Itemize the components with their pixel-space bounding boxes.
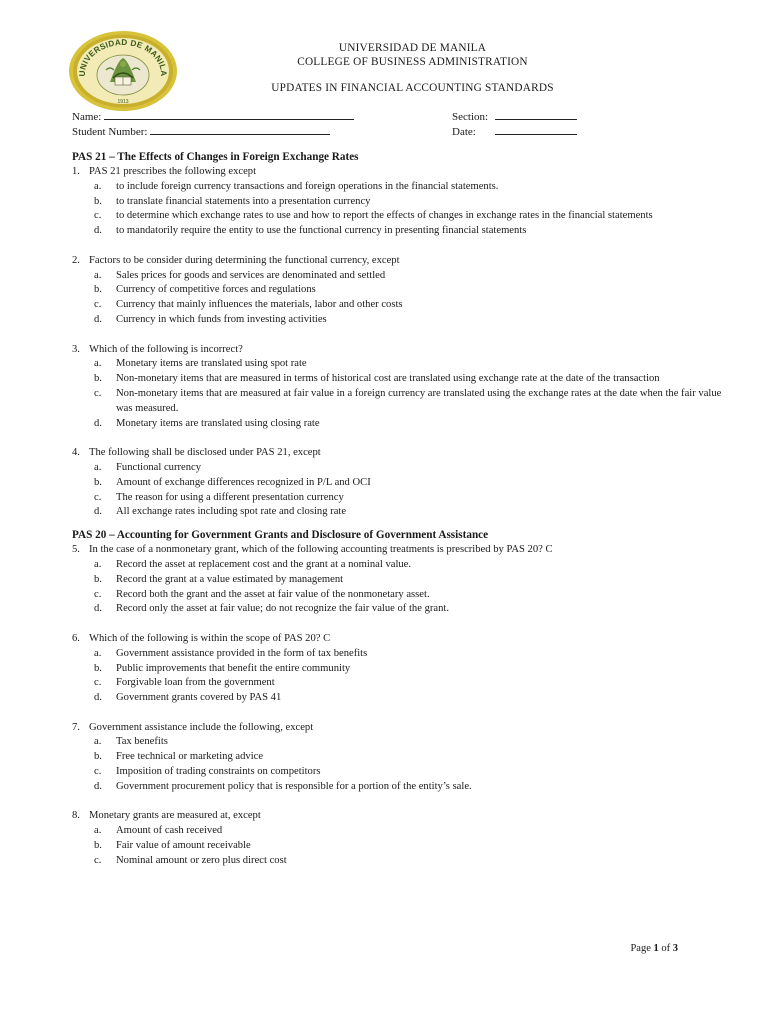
option-b: b. Free technical or marketing advice	[94, 751, 264, 763]
name-field[interactable]	[104, 108, 354, 120]
question-number: 8.	[72, 810, 80, 822]
page-of-label: of	[661, 943, 671, 954]
document-header	[190, 42, 635, 96]
option-b: b. Non-monetary items that are measured in terms of historical cost are translated using exchange rate at the date of the transaction	[94, 373, 660, 385]
question-4	[72, 446, 722, 520]
seal-year: 1913	[117, 99, 129, 105]
college-name: COLLEGE OF BUSINESS ADMINISTRATION	[297, 55, 528, 68]
question-number: 1.	[72, 166, 80, 177]
question-number: 5.	[72, 544, 80, 556]
option-b: b. Amount of exchange differences recognized in P/L and OCI	[94, 476, 371, 488]
option-b: b. Record the grant at a value estimated by management	[94, 573, 344, 585]
question-number: 4.	[72, 447, 80, 459]
option-b: b. Fair value of amount receivable	[94, 840, 251, 852]
question-2	[72, 254, 722, 328]
subject-title: UPDATES IN FINANCIAL ACCOUNTING STANDARDS	[271, 82, 554, 94]
question-text: Government assistance include the following, except	[89, 721, 314, 733]
question-text: The following shall be disclosed under PAS 21, except	[89, 447, 321, 459]
date-field[interactable]	[495, 123, 577, 135]
question-3	[72, 343, 722, 432]
page-label: Page	[630, 943, 651, 954]
question-7	[72, 721, 722, 795]
question-1	[72, 165, 722, 239]
section-field[interactable]	[495, 108, 577, 120]
option-c: c. Nominal amount or zero plus direct cost	[94, 854, 287, 866]
section-pas21	[72, 150, 722, 520]
question-text: In the case of a nonmonetary grant, which of the following accounting treatments is prescribed by PAS 20? C	[89, 544, 553, 556]
student-info-form	[72, 108, 692, 137]
university-name: UNIVERSIDAD DE MANILA	[338, 42, 487, 54]
option-d: d. Government procurement policy that is responsible for a portion of the entity’s sale.	[94, 780, 472, 792]
page-total: 3	[672, 943, 678, 954]
exam-content	[72, 150, 722, 869]
question-number: 3.	[72, 343, 80, 355]
question-text: Which of the following is within the scope of PAS 20? C	[89, 632, 331, 644]
question-text: Which of the following is incorrect?	[89, 343, 243, 355]
page-current: 1	[653, 943, 659, 954]
option-c: c. Non-monetary items that are measured at fair value in a foreign currency are translated using the exchange rates at the date when the fair value was measured.	[94, 387, 722, 414]
option-a: a. Functional currency	[94, 461, 202, 473]
option-b: b. to translate financial statements into a presentation currency	[94, 195, 371, 207]
university-seal-logo	[68, 30, 178, 112]
question-number: 2.	[72, 254, 80, 266]
option-c: c. The reason for using a different presentation currency	[94, 491, 344, 503]
question-8	[72, 809, 722, 868]
option-c: c. Currency that mainly influences the materials, labor and other costs	[94, 299, 403, 311]
option-d: d. All exchange rates including spot rate and closing rate	[94, 506, 347, 518]
option-d: d. Currency in which funds from investing activities	[94, 313, 327, 325]
section-title: PAS 21 – The Effects of Changes in Foreign Exchange Rates	[72, 151, 359, 163]
question-number: 6.	[72, 632, 80, 644]
question-text: Factors to be consider during determining the functional currency, except	[89, 254, 400, 266]
option-a: a. Record the asset at replacement cost and the grant at a nominal value.	[94, 558, 412, 570]
option-a: a. Monetary items are translated using spot rate	[94, 358, 307, 370]
question-text: PAS 21 prescribes the following except	[89, 166, 257, 177]
name-label: Name:	[72, 111, 102, 123]
option-a: a. Government assistance provided in the form of tax benefits	[94, 647, 368, 659]
option-c: c. Imposition of trading constraints on competitors	[94, 766, 321, 778]
section-pas20	[72, 528, 722, 869]
seal-text: UNIVERSIDAD DE MANILA	[77, 37, 169, 77]
option-a: a. Tax benefits	[94, 736, 168, 748]
student-number-field[interactable]	[150, 123, 330, 135]
question-number: 7.	[72, 721, 80, 733]
option-d: d. Record only the asset at fair value; do not recognize the fair value of the grant.	[94, 603, 449, 615]
student-number-label: Student Number:	[72, 125, 148, 138]
option-c: c. Forgivable loan from the government	[94, 677, 275, 689]
option-d: d. Monetary items are translated using closing rate	[94, 417, 320, 429]
option-a: a. Sales prices for goods and services are denominated and settled	[94, 269, 386, 281]
question-text: Monetary grants are measured at, except	[89, 810, 261, 822]
option-b: b. Currency of competitive forces and regulations	[94, 284, 316, 296]
option-a: a. to include foreign currency transactions and foreign operations in the financial statements.	[94, 180, 499, 192]
option-d: d. to mandatorily require the entity to use the functional currency in presenting financial statements	[94, 225, 527, 237]
option-c: c. Record both the grant and the asset at fair value of the nonmonetary asset.	[94, 588, 430, 600]
option-b: b. Public improvements that benefit the entire community	[94, 662, 351, 674]
date-label: Date:	[452, 125, 476, 138]
option-d: d. Government grants covered by PAS 41	[94, 692, 282, 704]
section-label: Section:	[452, 111, 489, 123]
question-6	[72, 632, 722, 706]
option-c: c. to determine which exchange rates to use and how to report the effects of changes in exchange rates in the financial statements	[94, 210, 653, 222]
page-number-footer	[630, 942, 678, 957]
option-a: a. Amount of cash received	[94, 825, 223, 837]
question-5	[72, 543, 722, 617]
section-title: PAS 20 – Accounting for Government Grants and Disclosure of Government Assistance	[72, 529, 489, 542]
